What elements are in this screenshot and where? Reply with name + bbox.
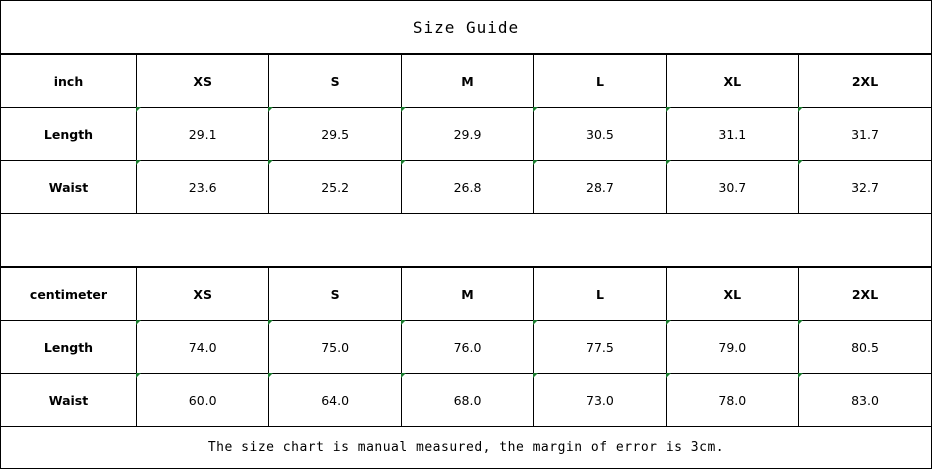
corner-mark-icon — [533, 320, 538, 325]
cell-waist-2xl — [799, 374, 931, 427]
cell-text: 78.0 — [718, 392, 747, 408]
table-row — [1, 161, 931, 214]
column-header-xl: XL — [666, 55, 798, 108]
cell-waist-xl — [666, 161, 798, 214]
cell-waist-l — [534, 374, 666, 427]
unit-label-cell: inch — [1, 55, 137, 108]
corner-mark-icon — [401, 320, 406, 325]
cell-length-xl — [666, 108, 798, 161]
cell-waist-m — [401, 161, 533, 214]
corner-mark-icon — [666, 373, 671, 378]
cell-waist-xl — [666, 374, 798, 427]
cell-text: 26.8 — [453, 179, 482, 195]
centimeter-size-table — [1, 267, 931, 427]
cell-length-xs — [137, 321, 269, 374]
cell-length-l — [534, 108, 666, 161]
corner-mark-icon — [798, 107, 803, 112]
corner-mark-icon — [533, 107, 538, 112]
corner-mark-icon — [136, 320, 141, 325]
cell-text: 73.0 — [586, 392, 614, 408]
cell-length-2xl — [799, 321, 931, 374]
table-row — [1, 321, 931, 374]
column-header-l: L — [534, 55, 666, 108]
cell-text: 64.0 — [321, 392, 350, 408]
corner-mark-icon — [268, 373, 273, 378]
corner-mark-icon — [798, 320, 803, 325]
cell-waist-2xl — [799, 161, 931, 214]
corner-mark-icon — [401, 160, 406, 165]
corner-mark-icon — [401, 373, 406, 378]
cell-text: 83.0 — [851, 392, 879, 408]
cell-text: 80.5 — [851, 339, 879, 355]
cell-text: 30.7 — [718, 179, 747, 195]
cell-text: 68.0 — [453, 392, 482, 408]
cell-text: 25.2 — [321, 179, 350, 195]
cell-length-s — [269, 321, 401, 374]
inch-table-wrapper — [1, 54, 931, 214]
unit-label-cell: centimeter — [1, 268, 137, 321]
table-row — [1, 108, 931, 161]
corner-mark-icon — [401, 107, 406, 112]
cell-waist-s — [269, 374, 401, 427]
measurement-disclaimer: The size chart is manual measured, the margin of error is 3cm. — [207, 440, 725, 455]
corner-mark-icon — [136, 373, 141, 378]
cell-length-xl — [666, 321, 798, 374]
cell-text: 29.5 — [321, 126, 350, 142]
cell-waist-xs — [137, 161, 269, 214]
column-header-xs: XS — [137, 268, 269, 321]
corner-mark-icon — [666, 160, 671, 165]
page-title: Size Guide — [412, 17, 520, 37]
inch-size-table — [1, 54, 931, 214]
cell-length-xs — [137, 108, 269, 161]
corner-mark-icon — [268, 160, 273, 165]
corner-mark-icon — [136, 107, 141, 112]
centimeter-table-wrapper — [1, 267, 931, 427]
title-row — [1, 1, 931, 54]
column-header-s: S — [269, 55, 401, 108]
row-label-waist: Waist — [1, 374, 137, 427]
row-label-length: Length — [1, 108, 137, 161]
cell-text: 29.9 — [453, 126, 482, 142]
column-header-2xl: 2XL — [799, 55, 931, 108]
corner-mark-icon — [533, 373, 538, 378]
table-header-row — [1, 55, 931, 108]
corner-mark-icon — [666, 107, 671, 112]
column-header-xs: XS — [137, 55, 269, 108]
cell-text: 29.1 — [188, 126, 217, 142]
column-header-xl: XL — [666, 268, 798, 321]
corner-mark-icon — [136, 160, 141, 165]
row-label-waist: Waist — [1, 161, 137, 214]
cell-waist-xs — [137, 374, 269, 427]
cell-length-m — [401, 321, 533, 374]
cell-waist-l — [534, 161, 666, 214]
cell-length-l — [534, 321, 666, 374]
column-header-s: S — [269, 268, 401, 321]
corner-mark-icon — [268, 320, 273, 325]
cell-waist-m — [401, 374, 533, 427]
corner-mark-icon — [268, 107, 273, 112]
cell-waist-s — [269, 161, 401, 214]
table-header-row — [1, 268, 931, 321]
cell-length-m — [401, 108, 533, 161]
corner-mark-icon — [798, 373, 803, 378]
cell-text: 77.5 — [586, 339, 614, 355]
corner-mark-icon — [533, 160, 538, 165]
column-header-m: M — [401, 55, 533, 108]
row-label-length: Length — [1, 321, 137, 374]
cell-text: 28.7 — [586, 179, 614, 195]
cell-text: 31.7 — [851, 126, 879, 142]
table-separator — [1, 213, 931, 267]
cell-length-2xl — [799, 108, 931, 161]
corner-mark-icon — [666, 320, 671, 325]
cell-text: 31.1 — [718, 126, 747, 142]
column-header-2xl: 2XL — [799, 268, 931, 321]
cell-text: 32.7 — [851, 179, 879, 195]
cell-text: 79.0 — [718, 339, 747, 355]
cell-length-s — [269, 108, 401, 161]
column-header-m: M — [401, 268, 533, 321]
cell-text: 74.0 — [188, 339, 217, 355]
cell-text: 75.0 — [321, 339, 350, 355]
cell-text: 60.0 — [188, 392, 217, 408]
table-row — [1, 374, 931, 427]
footer-row — [1, 426, 931, 468]
column-header-l: L — [534, 268, 666, 321]
cell-text: 23.6 — [188, 179, 217, 195]
corner-mark-icon — [798, 160, 803, 165]
cell-text: 30.5 — [586, 126, 614, 142]
cell-text: 76.0 — [453, 339, 482, 355]
